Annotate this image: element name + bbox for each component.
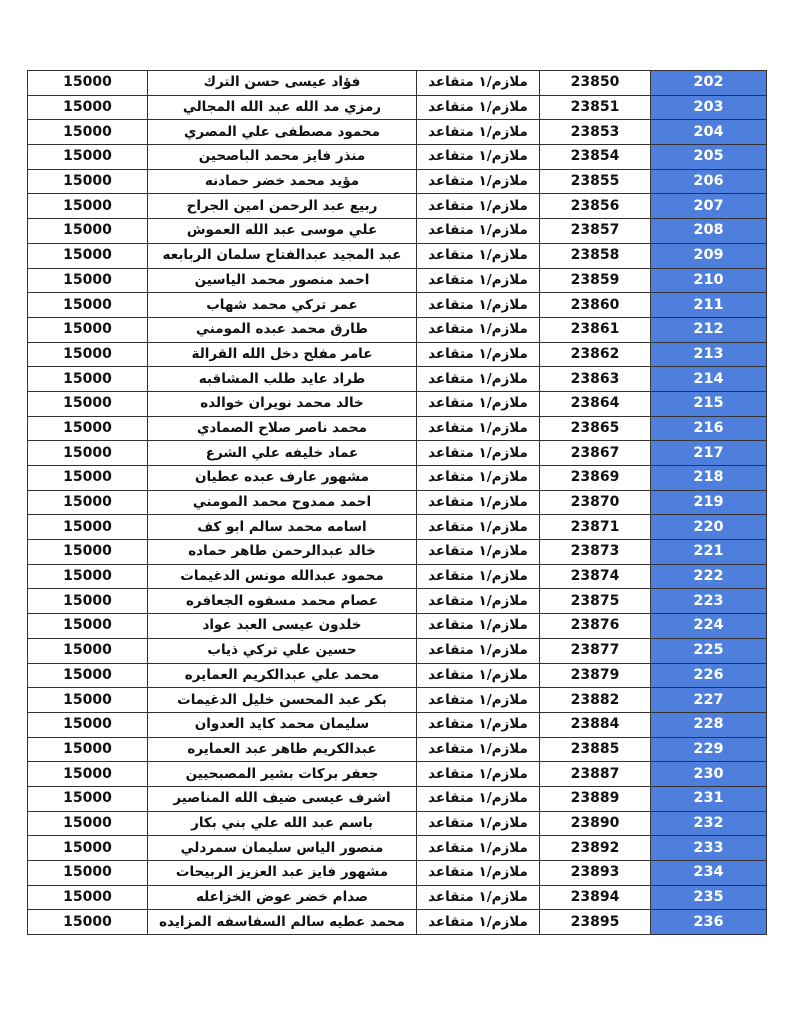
table-row [28,145,767,170]
amount-cell: 15000 [28,367,148,392]
amount-cell: 15000 [28,688,148,713]
rank-cell: ملازم/١ متقاعد [417,268,540,293]
rank-cell: ملازم/١ متقاعد [417,391,540,416]
table-row [28,910,767,935]
table-row [28,712,767,737]
table-row [28,194,767,219]
sequence-number-cell: 225 [651,638,767,663]
name-cell: عبدالكريم طاهر عبد العمايره [148,737,417,762]
table-row [28,169,767,194]
sequence-number-cell: 206 [651,169,767,194]
amount-cell: 15000 [28,342,148,367]
code-cell: 23887 [540,762,651,787]
amount-cell: 15000 [28,169,148,194]
sequence-number-cell: 202 [651,71,767,96]
table-row [28,688,767,713]
code-cell: 23850 [540,71,651,96]
table-row [28,614,767,639]
table-row [28,786,767,811]
amount-cell: 15000 [28,564,148,589]
code-cell: 23889 [540,786,651,811]
rank-cell: ملازم/١ متقاعد [417,540,540,565]
sequence-number-cell: 212 [651,317,767,342]
table-row [28,885,767,910]
rank-cell: ملازم/١ متقاعد [417,614,540,639]
sequence-number-cell: 211 [651,293,767,318]
name-cell: صدام خضر عوض الخزاعله [148,885,417,910]
rank-cell: ملازم/١ متقاعد [417,219,540,244]
table-row [28,490,767,515]
sequence-number-cell: 220 [651,515,767,540]
amount-cell: 15000 [28,737,148,762]
code-cell: 23877 [540,638,651,663]
sequence-number-cell: 234 [651,861,767,886]
code-cell: 23864 [540,391,651,416]
table-row [28,861,767,886]
code-cell: 23871 [540,515,651,540]
sequence-number-cell: 217 [651,441,767,466]
code-cell: 23857 [540,219,651,244]
code-cell: 23854 [540,145,651,170]
amount-cell: 15000 [28,836,148,861]
name-cell: اشرف عيسى ضيف الله المناصير [148,786,417,811]
sequence-number-cell: 210 [651,268,767,293]
name-cell: مؤيد محمد خضر حمادنه [148,169,417,194]
rank-cell: ملازم/١ متقاعد [417,95,540,120]
sequence-number-cell: 221 [651,540,767,565]
code-cell: 23861 [540,317,651,342]
amount-cell: 15000 [28,712,148,737]
table-row [28,243,767,268]
rank-cell: ملازم/١ متقاعد [417,737,540,762]
rank-cell: ملازم/١ متقاعد [417,712,540,737]
rank-cell: ملازم/١ متقاعد [417,885,540,910]
code-cell: 23870 [540,490,651,515]
name-cell: رمزي مد الله عبد الله المجالي [148,95,417,120]
code-cell: 23893 [540,861,651,886]
amount-cell: 15000 [28,466,148,491]
code-cell: 23874 [540,564,651,589]
rank-cell: ملازم/١ متقاعد [417,811,540,836]
name-cell: خالد محمد نويران خوالده [148,391,417,416]
amount-cell: 15000 [28,145,148,170]
name-cell: عصام محمد مسفوه الجعافره [148,589,417,614]
amount-cell: 15000 [28,71,148,96]
table-row [28,342,767,367]
code-cell: 23856 [540,194,651,219]
name-cell: علي موسى عبد الله العموش [148,219,417,244]
rank-cell: ملازم/١ متقاعد [417,71,540,96]
rank-cell: ملازم/١ متقاعد [417,342,540,367]
amount-cell: 15000 [28,317,148,342]
name-cell: عامر مفلح دخل الله القرالة [148,342,417,367]
rank-cell: ملازم/١ متقاعد [417,688,540,713]
rank-cell: ملازم/١ متقاعد [417,515,540,540]
sequence-number-cell: 218 [651,466,767,491]
amount-cell: 15000 [28,540,148,565]
name-cell: محمود مصطفى علي المصري [148,120,417,145]
name-cell: سليمان محمد كايد العدوان [148,712,417,737]
rank-cell: ملازم/١ متقاعد [417,836,540,861]
sequence-number-cell: 227 [651,688,767,713]
amount-cell: 15000 [28,861,148,886]
rank-cell: ملازم/١ متقاعد [417,120,540,145]
name-cell: طارق محمد عبده المومني [148,317,417,342]
code-cell: 23851 [540,95,651,120]
amount-cell: 15000 [28,441,148,466]
amount-cell: 15000 [28,268,148,293]
code-cell: 23863 [540,367,651,392]
table-row [28,663,767,688]
code-cell: 23882 [540,688,651,713]
amount-cell: 15000 [28,515,148,540]
sequence-number-cell: 235 [651,885,767,910]
amount-cell: 15000 [28,416,148,441]
name-cell: منذر فايز محمد الباصحين [148,145,417,170]
sequence-number-cell: 224 [651,614,767,639]
table-row [28,638,767,663]
amount-cell: 15000 [28,811,148,836]
table-row [28,811,767,836]
name-cell: محمد عطيه سالم السفاسفه المزايده [148,910,417,935]
name-cell: محمد ناصر صلاح الصمادي [148,416,417,441]
table-row [28,71,767,96]
table-row [28,391,767,416]
sequence-number-cell: 213 [651,342,767,367]
table-row [28,441,767,466]
rank-cell: ملازم/١ متقاعد [417,786,540,811]
name-cell: فؤاد عيسى حسن الترك [148,71,417,96]
table-row [28,540,767,565]
code-cell: 23858 [540,243,651,268]
name-cell: مشهور عارف عبده عطيان [148,466,417,491]
table-row [28,293,767,318]
name-cell: خلدون عيسى العبد عواد [148,614,417,639]
sequence-number-cell: 236 [651,910,767,935]
table-row [28,95,767,120]
table-row [28,120,767,145]
sequence-number-cell: 214 [651,367,767,392]
name-cell: عمر تركي محمد شهاب [148,293,417,318]
sequence-number-cell: 215 [651,391,767,416]
code-cell: 23875 [540,589,651,614]
rank-cell: ملازم/١ متقاعد [417,564,540,589]
code-cell: 23853 [540,120,651,145]
rank-cell: ملازم/١ متقاعد [417,441,540,466]
name-cell: حسين علي تركي ذياب [148,638,417,663]
amount-cell: 15000 [28,663,148,688]
table-row [28,268,767,293]
rank-cell: ملازم/١ متقاعد [417,145,540,170]
amount-cell: 15000 [28,638,148,663]
table-row [28,466,767,491]
name-cell: باسم عبد الله علي بني بكار [148,811,417,836]
rank-cell: ملازم/١ متقاعد [417,416,540,441]
sequence-number-cell: 208 [651,219,767,244]
code-cell: 23867 [540,441,651,466]
code-cell: 23869 [540,466,651,491]
sequence-number-cell: 230 [651,762,767,787]
table-row [28,564,767,589]
amount-cell: 15000 [28,910,148,935]
table-row [28,416,767,441]
table-row [28,219,767,244]
amount-cell: 15000 [28,762,148,787]
code-cell: 23873 [540,540,651,565]
rank-cell: ملازم/١ متقاعد [417,466,540,491]
name-cell: محمد علي عبدالكريم العمايره [148,663,417,688]
rank-cell: ملازم/١ متقاعد [417,638,540,663]
code-cell: 23894 [540,885,651,910]
sequence-number-cell: 223 [651,589,767,614]
name-cell: محمود عبدالله مونس الدغيمات [148,564,417,589]
name-cell: جعفر بركات بشير المصبحيين [148,762,417,787]
name-cell: ربيع عبد الرحمن امين الجراح [148,194,417,219]
code-cell: 23885 [540,737,651,762]
code-cell: 23859 [540,268,651,293]
name-cell: منصور الياس سليمان سمردلي [148,836,417,861]
rank-cell: ملازم/١ متقاعد [417,490,540,515]
rank-cell: ملازم/١ متقاعد [417,910,540,935]
name-cell: عبد المجيد عبدالفتاح سلمان الربابعه [148,243,417,268]
name-cell: مشهور فايز عبد العزيز الربيحات [148,861,417,886]
sequence-number-cell: 232 [651,811,767,836]
amount-cell: 15000 [28,120,148,145]
rank-cell: ملازم/١ متقاعد [417,663,540,688]
sequence-number-cell: 205 [651,145,767,170]
amount-cell: 15000 [28,786,148,811]
amount-cell: 15000 [28,95,148,120]
code-cell: 23895 [540,910,651,935]
amount-cell: 15000 [28,885,148,910]
code-cell: 23865 [540,416,651,441]
code-cell: 23884 [540,712,651,737]
name-cell: عماد خليفه علي الشرع [148,441,417,466]
amount-cell: 15000 [28,490,148,515]
sequence-number-cell: 216 [651,416,767,441]
rank-cell: ملازم/١ متقاعد [417,293,540,318]
amount-cell: 15000 [28,219,148,244]
sequence-number-cell: 231 [651,786,767,811]
rank-cell: ملازم/١ متقاعد [417,317,540,342]
table-row [28,737,767,762]
amount-cell: 15000 [28,589,148,614]
table-row [28,589,767,614]
code-cell: 23876 [540,614,651,639]
sequence-number-cell: 209 [651,243,767,268]
name-cell: خالد عبدالرحمن طاهر حماده [148,540,417,565]
amount-cell: 15000 [28,194,148,219]
amount-cell: 15000 [28,614,148,639]
code-cell: 23892 [540,836,651,861]
amount-cell: 15000 [28,391,148,416]
sequence-number-cell: 229 [651,737,767,762]
name-cell: طراد عايد طلب المشاقبه [148,367,417,392]
table-row [28,317,767,342]
table-row [28,836,767,861]
name-cell: اسامه محمد سالم ابو كف [148,515,417,540]
sequence-number-cell: 219 [651,490,767,515]
rank-cell: ملازم/١ متقاعد [417,861,540,886]
name-cell: بكر عبد المحسن خليل الدغيمات [148,688,417,713]
code-cell: 23862 [540,342,651,367]
sequence-number-cell: 207 [651,194,767,219]
table-row [28,367,767,392]
sequence-number-cell: 222 [651,564,767,589]
rank-cell: ملازم/١ متقاعد [417,194,540,219]
code-cell: 23855 [540,169,651,194]
code-cell: 23890 [540,811,651,836]
sequence-number-cell: 203 [651,95,767,120]
rank-cell: ملازم/١ متقاعد [417,367,540,392]
retirees-table [27,70,767,935]
table-row [28,762,767,787]
table-row [28,515,767,540]
rank-cell: ملازم/١ متقاعد [417,169,540,194]
name-cell: احمد ممدوح محمد المومني [148,490,417,515]
code-cell: 23860 [540,293,651,318]
sequence-number-cell: 233 [651,836,767,861]
sequence-number-cell: 204 [651,120,767,145]
amount-cell: 15000 [28,293,148,318]
code-cell: 23879 [540,663,651,688]
sequence-number-cell: 226 [651,663,767,688]
table-body [28,71,767,935]
rank-cell: ملازم/١ متقاعد [417,589,540,614]
sequence-number-cell: 228 [651,712,767,737]
rank-cell: ملازم/١ متقاعد [417,762,540,787]
amount-cell: 15000 [28,243,148,268]
name-cell: احمد منصور محمد الياسين [148,268,417,293]
rank-cell: ملازم/١ متقاعد [417,243,540,268]
